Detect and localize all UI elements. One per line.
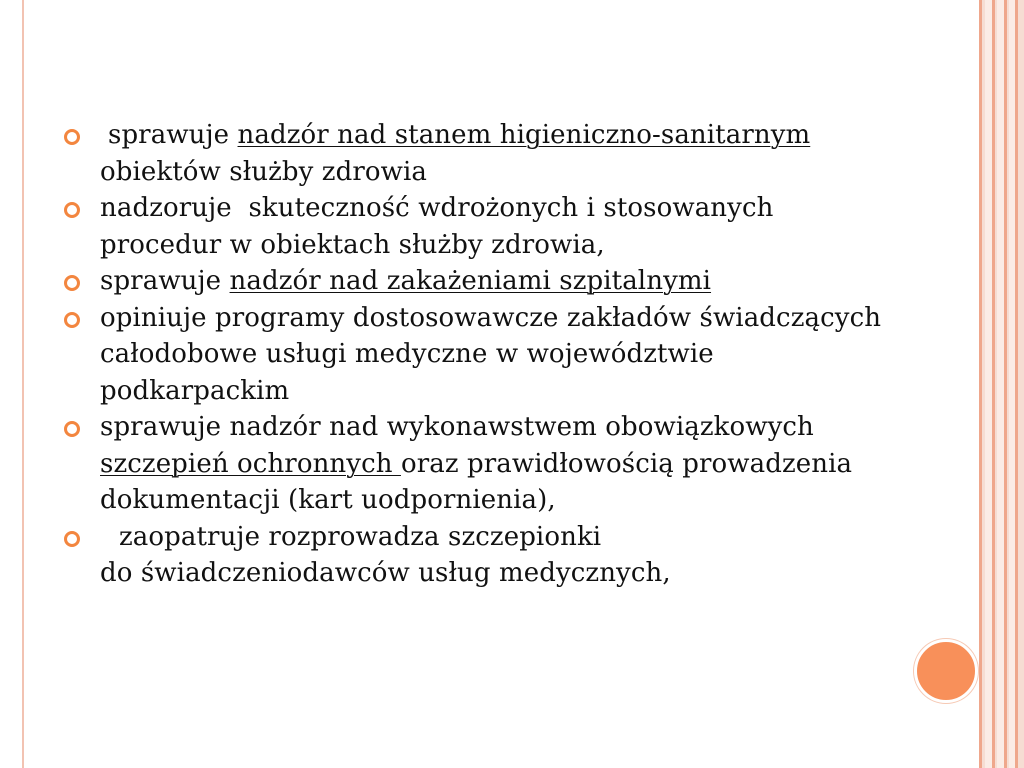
frame-stripe [992, 0, 995, 768]
right-frame-decoration [979, 0, 1024, 768]
frame-stripe [1004, 0, 1007, 768]
bullet-ring-icon [64, 531, 80, 547]
frame-band [985, 0, 992, 768]
list-item [64, 190, 894, 263]
item-text: zaopatruje rozprowadza szczepionki [119, 521, 602, 552]
bullet-ring-icon [64, 275, 80, 291]
bullet-ring-icon [64, 421, 80, 437]
item-text-underlined: nadzór nad zakażeniami szpitalnymi [229, 266, 712, 296]
item-text: oraz prawidłowością prowadzenia dokumentacji (kart uodpornienia), [100, 448, 853, 515]
item-text: do świadczeniodawców usług medycznych, [100, 558, 671, 588]
bullet-ring-icon [64, 129, 80, 145]
list-item [64, 409, 894, 519]
bullet-ring-icon [64, 202, 80, 218]
frame-stripe [1015, 0, 1018, 768]
item-text: sprawuje nadzór nad wykonawstwem obowiązkowych [100, 412, 814, 442]
decorative-circle [914, 639, 978, 703]
item-text: nadzoruje skuteczność wdrożonych i stosowanych procedur w obiektach służby zdrowia, [100, 193, 782, 260]
frame-band [997, 0, 1004, 768]
item-text-underlined: nadzór nad stanem higieniczno-sanitarnym [237, 120, 811, 150]
list-item [64, 263, 894, 300]
left-frame-line [22, 0, 24, 768]
bullet-ring-icon [64, 312, 80, 328]
list-item [64, 117, 894, 190]
item-text: sprawuje [108, 120, 238, 150]
list-item [64, 519, 894, 592]
item-text: obiektów służby zdrowia [100, 156, 427, 187]
list-item [64, 300, 894, 410]
bullet-list [64, 117, 894, 592]
item-text-underlined: szczepień ochronnych [100, 448, 401, 479]
slide-content [64, 117, 894, 592]
item-text: opiniuje programy dostosowawcze zakładów świadczących całodobowe usługi medyczne w województwie podkarpackim [100, 302, 882, 406]
item-text: sprawuje [100, 266, 230, 296]
